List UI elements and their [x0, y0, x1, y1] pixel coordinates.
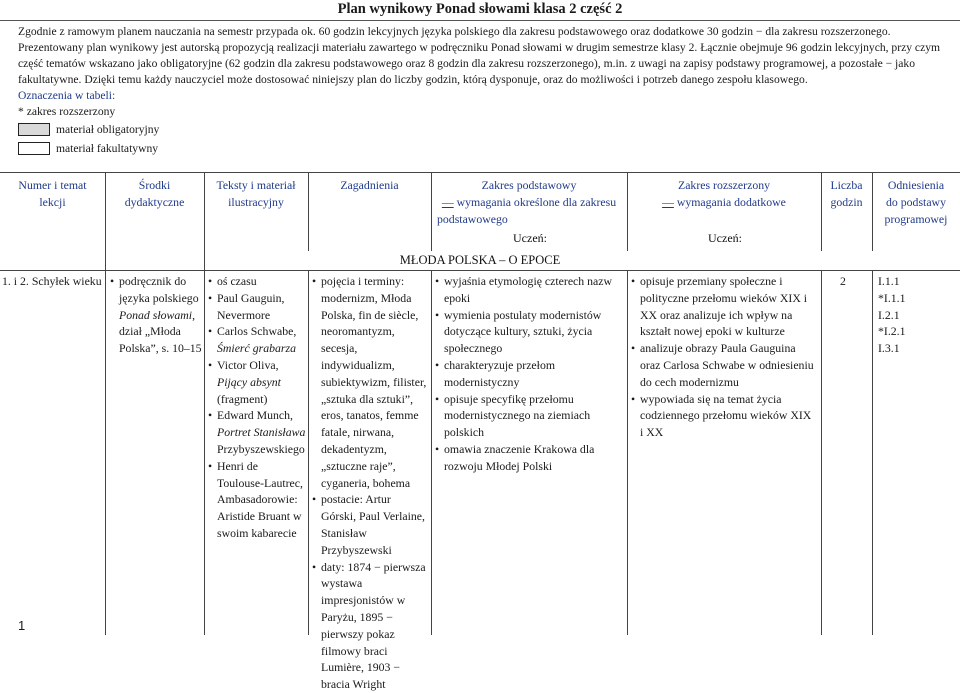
cell-liczba: 2: [840, 274, 846, 288]
list-item: • opisuje specyfikę przełomu modernistycznego na ziemiach polskich: [435, 391, 623, 441]
intro-paragraph-1: Zgodnie z ramowym planem nauczania na semestr przypada ok. 60 godzin lekcyjnych języka polskiego dla zakresu podstawowego oraz dodatkowe 30 godzin − dla zakresu rozszerzonego.: [18, 25, 891, 38]
list-item: • podręcznik do języka polskiego Ponad słowami, dział „Młoda Polska”, s. 10–15: [110, 273, 202, 357]
uczen-label-podstawowy: Uczeń:: [513, 231, 547, 245]
header-numer: Numer i temat lekcji: [18, 178, 87, 209]
list-item: • oś czasu: [208, 273, 306, 290]
optional-swatch: [18, 142, 50, 155]
header-srodki: Środki dydaktyczne: [124, 178, 185, 209]
obligatory-swatch: [18, 123, 50, 136]
page-title: Plan wynikowy Ponad słowami klasa 2 część 2: [0, 0, 960, 21]
cell-zagadnienia: [312, 273, 428, 693]
intro-block: [18, 24, 948, 158]
header-teksty: Teksty i materiał ilustracyjny: [216, 178, 296, 209]
cell-rozszerzony: [631, 273, 817, 441]
list-item: • wyjaśnia etymologię czterech nazw epoki: [435, 273, 623, 307]
list-item: • wymienia postulaty modernistów dotyczące kultury, sztuki, życia społecznego: [435, 307, 623, 357]
intro-paragraph-2: Prezentowany plan wynikowy jest autorską propozycją realizacji materiału zawartego w podręczniku Ponad słowami w drugim semestrze klasy 2. Łącznie obejmuje 96 godzin lekcyjnych, przy czym część tematów wskazano jako obligatoryjne (62 godzin dla zakresu podstawowego oraz 8 godzin dla zakresu rozszerzonego), m.in. z uwagi na zapisy podstawy programowej, a pozostałe − jako fakultatywne. Dzięki temu każdy nauczyciel może dostosować niniejszy plan do liczby godzin, którą dysponuje, oraz do możliwości i potrzeb danego zespołu klasowego.: [18, 41, 941, 86]
legend-asterisk: * zakres rozszerzony: [18, 105, 116, 118]
list-item: • charakteryzuje przełom modernistyczny: [435, 357, 623, 391]
list-item: • opisuje przemiany społeczne i polityczne przełomu wieków XIX i XX oraz analizuje ich wpływ na kształt nowej epoki w kulturze: [631, 273, 817, 340]
header-rozszerzony: Zakres rozszerzony — wymagania dodatkowe: [662, 178, 786, 209]
plan-table: [0, 172, 960, 692]
section-title: MŁODA POLSKA – O EPOCE: [399, 253, 561, 267]
list-item: • wypowiada się na temat życia codziennego przełomu wieków XIX i XX: [631, 391, 817, 441]
uczen-label-rozszerzony: Uczeń:: [708, 231, 742, 245]
header-zagadnienia: Zagadnienia: [340, 178, 399, 192]
cell-srodki: [110, 273, 202, 357]
legend-optional-label: materiał fakultatywny: [56, 141, 159, 155]
legend-heading: Oznaczenia w tabeli:: [18, 89, 116, 102]
legend-obligatory-label: materiał obligatoryjny: [56, 122, 160, 136]
cell-numer: 1. i 2. Schyłek wieku: [2, 274, 102, 288]
page-number: 1: [18, 618, 26, 633]
header-liczba: Liczba godzin: [830, 178, 863, 209]
list-item: • Carlos Schwabe, Śmierć grabarza: [208, 323, 306, 357]
header-odniesienia: Odniesienia do podstawy programowej: [884, 178, 948, 226]
list-item: • Henri de Toulouse-Lautrec, Ambasadorowie: Aristide Bruant w swoim kabarecie: [208, 458, 306, 542]
list-item: • omawia znaczenie Krakowa dla rozwoju Młodej Polski: [435, 441, 623, 475]
list-item: • daty: 1874 − pierwsza wystawa impresjonistów w Paryżu, 1895 − pierwszy pokaz filmowy braci Lumière, 1903 − bracia Wright: [312, 559, 428, 693]
cell-podstawowy: [435, 273, 623, 475]
list-item: • Paul Gauguin, Nevermore: [208, 290, 306, 324]
list-item: • analizuje obrazy Paula Gauguina oraz Carlosa Schwabe w odniesieniu do cech modernizmu: [631, 340, 817, 390]
list-item: • Edward Munch, Portret Stanisława Przybyszewskiego: [208, 407, 306, 457]
list-item: • Victor Oliva, Pijący absynt (fragment): [208, 357, 306, 407]
list-item: • pojęcia i terminy: modernizm, Młoda Polska, fin de siècle, neoromantyzm, secesja, indywidualizm, subiektywizm, filister, „sztuka dla sztuki”, eros, tanatos, femme fatale, nirwana, dekadentyzm, „sztuczne raje”, cyganeria, bohema: [312, 273, 428, 491]
legend-optional: [18, 139, 948, 158]
legend-obligatory: [18, 120, 948, 139]
header-podstawowy: Zakres podstawowy — wymagania określone dla zakresu podstawowego: [437, 178, 617, 226]
list-item: • postacie: Artur Górski, Paul Verlaine, Stanisław Przybyszewski: [312, 491, 428, 558]
cell-teksty: [208, 273, 306, 542]
cell-odniesienia: I.1.1 *I.1.1 I.2.1 *I.2.1 I.3.1: [878, 274, 906, 356]
